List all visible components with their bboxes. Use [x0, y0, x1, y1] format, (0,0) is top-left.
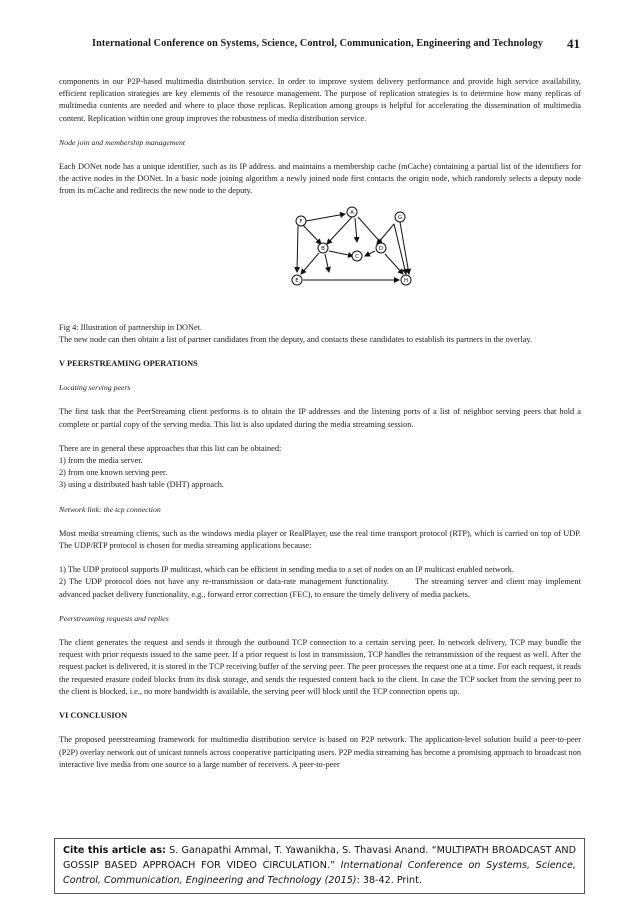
list-item: 2) from one known serving peer. — [59, 468, 168, 478]
citation-venue: International Conference on Systems, Science, Control, Communication, Engineering and Technology (2015) — [63, 860, 576, 887]
section-heading: VI CONCLUSION — [59, 711, 128, 721]
page-header — [0, 36, 638, 56]
paragraph: There are in general these approaches that this list can be obtained: — [59, 443, 282, 453]
citation-pages: : 38-42. Print. — [356, 875, 422, 887]
node-label: F — [299, 218, 303, 225]
node-label: D — [378, 245, 384, 252]
list-item: 1) from the media server. — [59, 456, 143, 466]
paragraph: Each DONet node has a unique identifier, such as its IP address. and maintains a membership cache (mCache) containing a partial list of the identifiers for the active nodes in the DONet. In a basic node joining algorithm a newly joined node first contacts the origin node, which randomly selects a deputy node from its mCache and redirects the new node to the deputy. — [59, 162, 581, 196]
node-label: H — [403, 277, 409, 284]
paragraph: The new node can then obtain a list of partner candidates from the deputy, and contacts these candidates to establish its partners in the overlay. — [59, 334, 533, 344]
node-label: C — [355, 253, 359, 260]
list-item: 3) using a distributed hash table (DHT) approach. — [59, 480, 224, 490]
subheading: Peerstreaming requests and replies — [59, 613, 169, 623]
paragraph: Most media streaming clients, such as the windows media player or RealPlayer, use the real time transport protocol (RTP), which is carried on top of UDP. The UDP/RTP protocol is chosen for media streaming applications because: — [59, 528, 581, 551]
section-heading: V PEERSTREAMING OPERATIONS — [59, 359, 198, 369]
figure-caption: Fig 4: Illustration of partnership in DONet. — [59, 322, 203, 332]
paragraph: components in our P2P-based multimedia distribution service. In order to improve system delivery performance and provide high service availability, efficient replication strategies are key elements of the resource management. The purpose of replication strategies is to determine how many replicas of multimedia contents are needed and where to place those replicas. Replication among groups is helpful for accelerating the dissemination of multimedia content. Replication within one group improves the robustness of media distribution service. — [59, 77, 581, 123]
paragraph: The first task that the PeerStreaming client performs is to obtain the IP addresses and the listening ports of a list of neighbor serving peers that hold a complete or partial copy of the serving media. This list is also updated during the media streaming session. — [59, 407, 581, 429]
page-number: 41 — [567, 36, 580, 51]
node-label: G — [397, 214, 403, 221]
citation-box — [54, 838, 585, 894]
node-label: A — [350, 209, 354, 216]
subheading: Network link: the tcp connection — [59, 504, 161, 514]
figure-partnership-graph — [59, 204, 581, 322]
conference-title: International Conference on Systems, Science, Control, Communication, Engineering and Technology — [92, 38, 543, 49]
subheading: Locating serving peers — [59, 383, 131, 393]
citation-authors: S. Ganapathi Ammal, T. Yawanikha, S. Thavasi Anand. “MULTIPATH BROADCAST AND GOSSIP BASED APPROACH FOR VIDEO CIRCULATION.” — [63, 845, 576, 872]
citation-label: Cite this article as: — [63, 845, 166, 856]
subheading: Node join and membership management — [59, 137, 186, 147]
article-body — [59, 76, 584, 771]
paragraph: 2) The UDP protocol does not have any re-transmission or data-rate management functionality. The streaming server and client may implement advanced packet delivery functionality, e.g., forward error correction (FEC), to ensure the timely delivery of media packets. — [59, 577, 584, 599]
partnership-diagram — [261, 204, 431, 294]
graph-edges — [297, 214, 409, 280]
node-label: E — [295, 277, 299, 284]
paragraph: The client generates the request and sends it through the outbound TCP connection to a certain serving peer. In network delivery, TCP may bundle the request with prior requests issued to the same peer. If a prior request is lost in transmission, TCP handles the retransmission of the request as well. After the request packet is delivered, it is stored in the TCP receiving buffer of the serving peer. The peer processes the request one at a time. For each request, it reads the requested erasure coded blocks from its disk storage, and sends the requested content back to the client. In case the TCP socket from the serving peer to the client is blocked, i.e., no more bandwidth is available, the serving peer will block until the TCP connection opens up. — [59, 638, 581, 696]
node-label: B — [321, 245, 325, 252]
paragraph: 1) The UDP protocol supports IP multicast, which can be efficient in sending media to a set of nodes on an IP multicast enabled network. — [59, 565, 514, 575]
paragraph: The proposed peerstreaming framework for multimedia distribution service is based on P2P network. The application-level solution build a peer-to-peer (P2P) overlay network out of unicast tunnels across cooperative participating users. P2P media streaming has become a promising approach to broadcast non interactive live media from one source to a large number of receivers. A peer-to-peer — [59, 735, 581, 769]
